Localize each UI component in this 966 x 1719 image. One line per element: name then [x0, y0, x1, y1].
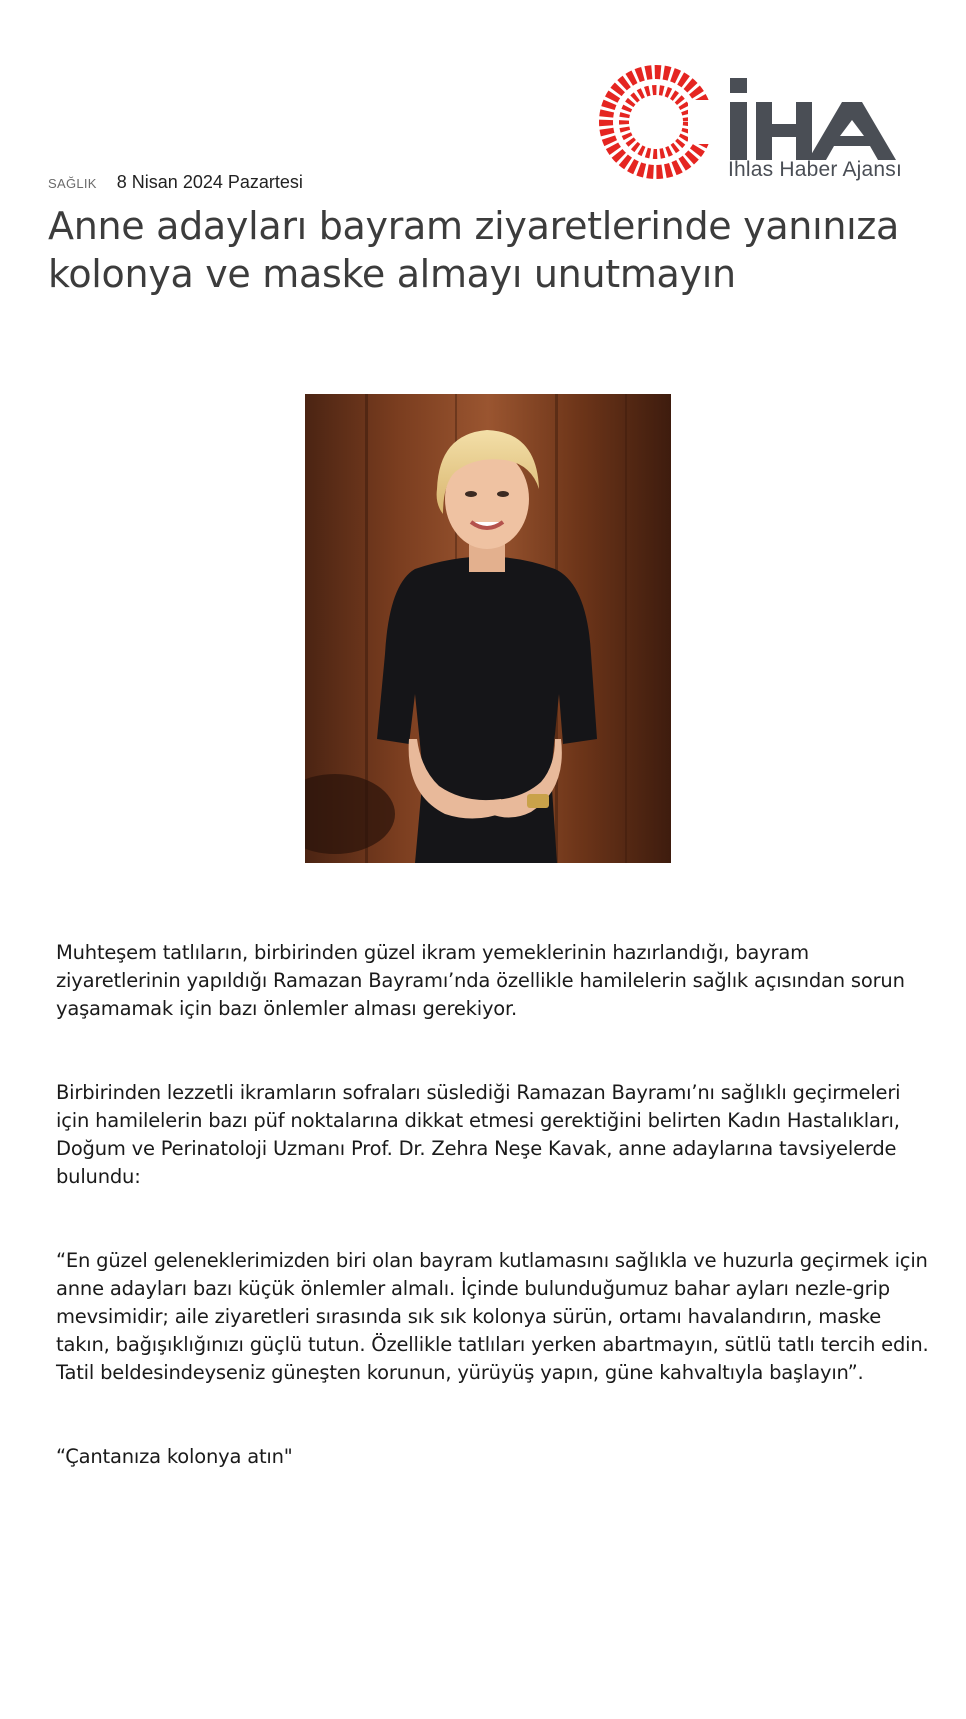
paragraph: “Çantanıza kolonya atın" [56, 1445, 293, 1468]
paragraph: Muhteşem tatlıların, birbirinden güzel ikram yemeklerinin hazırlandığı, bayram ziyaretlerinin yapıldığı Ramazan Bayramı’nda özellikle hamilelerin sağlık açısından sorun yaşamamak için bazı önlemler alması gerekiyor. [56, 941, 905, 1020]
paragraph: “En güzel geleneklerimizden biri olan bayram kutlamasını sağlıkla ve huzurla geçirmek için anne adayları bazı küçük önlemler almalı. İçinde bulunduğumuz bahar ayları nezle-grip mevsimidir; aile ziyaretleri sırasında sık sık kolonya sürün, ortamı havalandırın, maske takın, bağışıklığınızı güçlü tutun. Özellikle tatlıları yerken abartmayın, sütlü tatlı tercih edin. Tatil beldesindeyseniz güneşten korunun, yürüyüş yapın, güne kahvaltıyla başlayın”. [56, 1249, 929, 1384]
article-meta [48, 172, 303, 193]
iha-logo [596, 60, 926, 190]
article-title: Anne adayları bayram ziyaretlerinde yanınıza kolonya ve maske almayı unutmayın [48, 204, 900, 296]
paragraph: Birbirinden lezzetli ikramların sofraları süslediği Ramazan Bayramı’nı sağlıklı geçirmeleri için hamilelerin bazı püf noktalarına dikkat etmesi gerektiğini belirten Kadın Hastalıkları, Doğum ve Perinatoloji Uzmanı Prof. Dr. Zehra Neşe Kavak, anne adaylarına tavsiyelerde bulundu: [56, 1081, 901, 1188]
brand-name: İhlas Haber Ajansı [728, 158, 903, 181]
category-label[interactable]: SAĞLIK [48, 176, 97, 191]
article-body [56, 939, 936, 1527]
publish-date: 8 Nisan 2024 Pazartesi [116, 172, 303, 192]
article-photo [305, 394, 671, 863]
logo-ring-inner [624, 90, 688, 154]
